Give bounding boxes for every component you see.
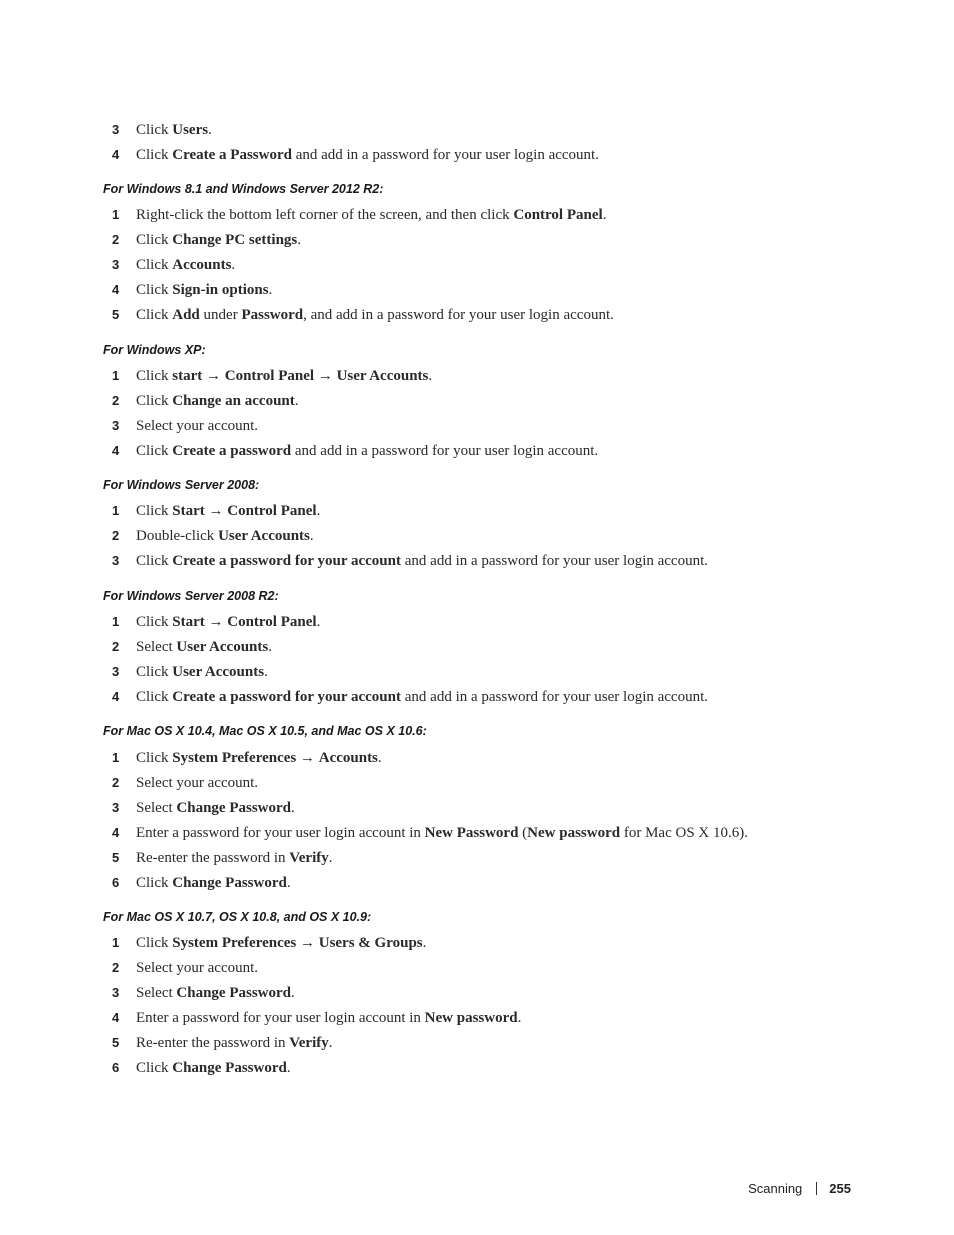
ui-term: Change an account [172,393,295,409]
step-number: 4 [112,282,120,297]
step-text-segment: Click [136,282,173,298]
page-footer [748,1178,851,1200]
step-number: 3 [112,800,120,815]
step-number: 6 [112,875,120,890]
step-number: 4 [112,825,120,840]
step-text-segment: . [309,528,314,544]
step-item [0,254,900,276]
step-number: 2 [112,232,120,247]
step-text-segment: . [517,1010,522,1026]
section-heading: For Windows 8.1 and Windows Server 2012 R2: [103,182,384,196]
step-item [0,661,900,683]
step-text [136,229,301,251]
ui-term: Change Password [172,875,287,891]
step-text-segment: → [296,750,319,766]
step-item [0,1032,900,1054]
step-text-segment: → [204,614,228,630]
ui-term: Create a password [172,443,292,459]
ui-term: System Preferences [172,935,297,951]
step-text-segment: Click [136,614,173,630]
step-text-segment: . [294,393,299,409]
step-text-segment: . [428,368,433,384]
step-item [0,1057,900,1079]
step-text [136,1057,291,1079]
ui-term: Create a password for your account [172,553,401,569]
step-text-segment: . [297,232,302,248]
step-text [136,440,598,462]
step-number: 2 [112,639,120,654]
step-text-segment: Enter a password for your user login account in [136,825,425,841]
step-text-segment: Select your account. [136,418,259,434]
step-text-segment: Re-enter the password in [136,1035,290,1051]
step-number: 2 [112,775,120,790]
step-text-segment: . [328,1035,333,1051]
step-item [0,822,900,844]
step-text [136,304,614,326]
step-text-segment: Click [136,393,173,409]
step-text-segment: . [377,750,382,766]
step-text-segment: . [316,614,321,630]
footer-section-label: Scanning [748,1181,803,1196]
step-text [136,1007,521,1029]
step-text-segment: . [231,257,236,273]
step-text [136,500,320,522]
ui-term: Change Password [172,1060,287,1076]
step-text [136,204,606,226]
ui-term: Change Password [176,800,292,816]
ui-term: New password [424,1010,518,1026]
ui-term: Verify [289,850,329,866]
page-number: 255 [829,1181,851,1196]
step-text-segment: Select your account. [136,775,259,791]
ui-term: Control Panel [513,207,603,223]
step-number: 4 [112,689,120,704]
step-number: 1 [112,750,120,765]
step-text [136,365,432,387]
step-number: 2 [112,528,120,543]
section-heading: For Mac OS X 10.7, OS X 10.8, and OS X 10.9: [103,910,372,924]
step-number: 3 [112,985,120,1000]
step-text [136,872,291,894]
step-text [136,747,382,769]
section-heading: For Windows XP: [103,343,206,357]
step-item [0,304,900,326]
ui-term: Change PC settings [172,232,298,248]
ui-term: User Accounts [172,664,265,680]
ui-term: Change Password [176,985,292,1001]
step-text-segment: Click [136,147,173,163]
step-text [136,390,299,412]
step-text [136,932,426,954]
ui-term: User Accounts [218,528,310,544]
step-number: 3 [112,418,120,433]
step-text-segment: and add in a password for your user login account. [291,147,599,163]
step-number: 1 [112,368,120,383]
step-text [136,415,258,437]
step-text-segment: ( [518,825,528,841]
step-text [136,822,748,844]
step-text [136,686,708,708]
step-item [0,279,900,301]
step-text [136,797,295,819]
step-text-segment: Click [136,503,173,519]
ui-term: Password [241,307,304,323]
step-number: 4 [112,1010,120,1025]
step-item [0,119,900,141]
step-text [136,119,212,141]
step-text [136,525,314,547]
step-text-segment: → [202,368,225,384]
step-text-segment: Right-click the bottom left corner of the screen, and then click [136,207,514,223]
step-text-segment: Click [136,689,173,705]
step-item [0,229,900,251]
step-text-segment: Click [136,664,173,680]
step-text [136,772,258,794]
step-text-segment: . [602,207,607,223]
step-text-segment: . [286,1060,291,1076]
step-text-segment: and add in a password for your user login account. [401,689,709,705]
step-text [136,611,320,633]
section-heading: For Mac OS X 10.4, Mac OS X 10.5, and Mac OS X 10.6: [103,724,427,738]
ui-term: Start [172,503,205,519]
step-item [0,932,900,954]
ui-term: Accounts [318,750,378,766]
step-number: 2 [112,393,120,408]
step-item [0,525,900,547]
step-item [0,847,900,869]
step-item [0,1007,900,1029]
ui-term: Verify [289,1035,329,1051]
step-text [136,636,272,658]
step-text-segment: → [204,503,228,519]
step-number: 3 [112,553,120,568]
step-item [0,550,900,572]
step-item [0,982,900,1004]
step-number: 2 [112,960,120,975]
ui-term: Control Panel [224,368,315,384]
step-item [0,957,900,979]
step-text [136,982,295,1004]
step-text-segment: . [268,639,272,655]
step-item [0,440,900,462]
ui-term: Users & Groups [318,935,423,951]
step-text-segment: and add in a password for your user login account. [291,443,599,459]
step-item [0,872,900,894]
ui-term: Users [172,122,209,138]
step-text-segment: Click [136,307,173,323]
step-text-segment: Click [136,1060,173,1076]
ui-term: start [172,368,203,384]
step-text-segment: Select [136,985,177,1001]
step-item [0,611,900,633]
step-text-segment: Click [136,935,173,951]
step-text-segment: Double-click [136,528,219,544]
step-number: 1 [112,503,120,518]
step-text [136,279,272,301]
step-text-segment: Click [136,257,173,273]
step-text [136,847,332,869]
ui-term: Accounts [172,257,232,273]
step-number: 1 [112,935,120,950]
step-item [0,797,900,819]
step-text-segment: Click [136,122,173,138]
step-text-segment: . [264,664,268,680]
step-text-segment: Click [136,368,173,384]
ui-term: System Preferences [172,750,297,766]
ui-term: New password [527,825,621,841]
step-item [0,636,900,658]
step-number: 5 [112,307,120,322]
step-text-segment: Select [136,639,177,655]
step-number: 5 [112,1035,120,1050]
step-text-segment: Select [136,800,177,816]
step-number: 4 [112,443,120,458]
step-text-segment: for Mac OS X 10.6). [620,825,749,841]
section-heading: For Windows Server 2008: [103,478,260,492]
step-number: 3 [112,122,120,137]
step-text [136,1032,332,1054]
step-text-segment: → [314,368,337,384]
step-number: 3 [112,664,120,679]
ui-term: Add [172,307,200,323]
ui-term: Control Panel [227,503,317,519]
step-text-segment: . [316,503,321,519]
step-item [0,365,900,387]
step-text-segment: → [296,935,319,951]
step-text-segment: Click [136,750,173,766]
step-item [0,500,900,522]
step-text [136,957,258,979]
step-text-segment: . [328,850,333,866]
step-text [136,144,599,166]
step-item [0,390,900,412]
ui-term: Control Panel [227,614,317,630]
ui-term: Sign-in options [172,282,269,298]
step-text-segment: and add in a password for your user login account. [401,553,709,569]
section-heading: For Windows Server 2008 R2: [103,589,279,603]
step-text-segment: Select your account. [136,960,259,976]
step-item [0,747,900,769]
step-number: 3 [112,257,120,272]
step-text-segment: . [286,875,291,891]
step-text-segment: Click [136,232,173,248]
step-text-segment: Enter a password for your user login account in [136,1010,425,1026]
ui-term: User Accounts [336,368,429,384]
ui-term: New Password [424,825,519,841]
step-number: 1 [112,207,120,222]
step-text-segment: . [291,800,295,816]
step-text-segment: Click [136,443,173,459]
step-number: 6 [112,1060,120,1075]
step-text-segment: under [199,307,242,323]
step-number: 4 [112,147,120,162]
step-item [0,686,900,708]
step-number: 1 [112,614,120,629]
step-text-segment: . [291,985,295,1001]
ui-term: Create a Password [172,147,292,163]
step-text-segment: , and add in a password for your user login account. [303,307,614,323]
ui-term: Create a password for your account [172,689,401,705]
step-item [0,144,900,166]
step-text [136,661,268,683]
step-text-segment: Re-enter the password in [136,850,290,866]
step-text-segment: . [422,935,427,951]
ui-term: Start [172,614,205,630]
step-item [0,772,900,794]
step-number: 5 [112,850,120,865]
step-text [136,254,235,276]
step-item [0,204,900,226]
step-text [136,550,708,572]
step-text-segment: Click [136,875,173,891]
step-text-segment: . [268,282,273,298]
step-item [0,415,900,437]
step-text-segment: . [208,122,212,138]
footer-divider [816,1182,817,1195]
ui-term: User Accounts [176,639,269,655]
step-text-segment: Click [136,553,173,569]
